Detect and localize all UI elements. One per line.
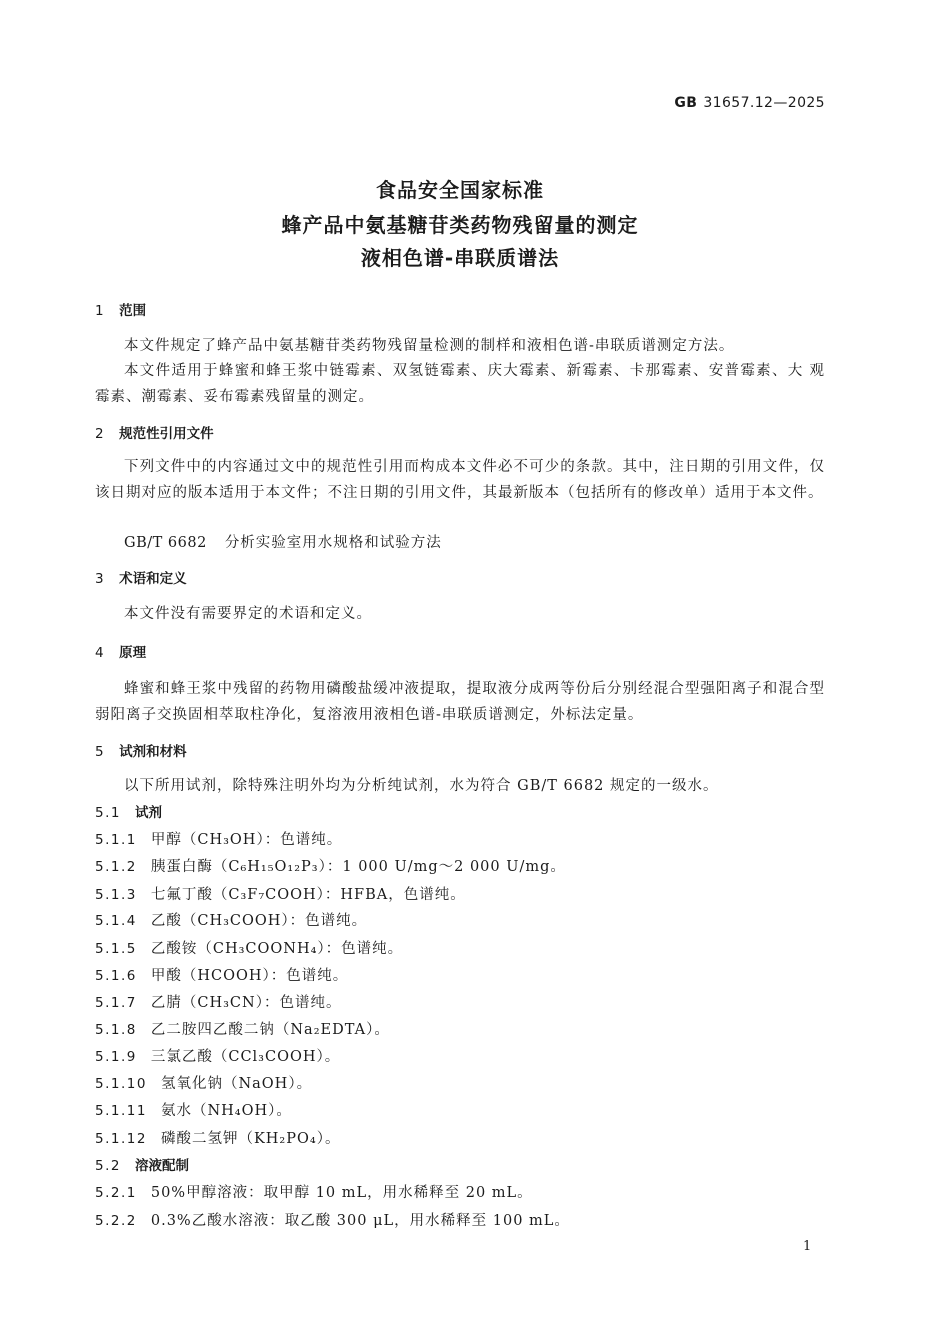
item-text: 氢氧化钠（NaOH）。 [160,1076,313,1092]
standard-code-header [674,90,825,116]
section-3-paragraph-1: 本文件没有需要界定的术语和定义。 [124,606,372,622]
list-item [95,1180,825,1206]
item-number: 5.1.2 [95,859,137,875]
item-text: 乙二胺四乙酸二钠（Na₂EDTA）。 [150,1022,390,1038]
subsection-title: 试剂 [134,805,162,821]
section-4-heading [95,640,825,666]
page-number: 1 [803,1239,812,1254]
item-number: 5.1.9 [95,1049,137,1065]
section-number: 4 [95,645,106,661]
item-text: 胰蛋白酶（C₆H₁₅O₁₂P₃）：1 000 U/mg～2 000 U/mg。 [150,859,566,875]
section-title: 原理 [119,645,147,661]
subsection-5-2-heading [95,1153,825,1179]
item-number: 5.1.10 [95,1076,147,1092]
item-text: 氨水（NH₄OH）。 [160,1103,292,1119]
list-item [95,854,825,880]
reference-code: GB/T 6682 [124,535,207,551]
normative-reference [95,530,854,556]
item-text: 乙腈（CH₃CN）：色谱纯。 [150,995,342,1011]
list-item [95,908,825,934]
subsection-number: 5.2 [95,1158,121,1174]
reference-title: 分析实验室用水规格和试验方法 [224,535,442,551]
section-number: 1 [95,303,106,319]
standard-prefix: GB [674,95,698,111]
title-line-1: 食品安全国家标准 [376,178,544,202]
list-item [95,936,825,962]
list-item [95,882,825,908]
item-number: 5.1.7 [95,995,137,1011]
standard-number: 31657.12—2025 [703,95,825,111]
item-text: 乙酸（CH₃COOH）：色谱纯。 [150,913,368,929]
item-text: 0.3%乙酸水溶液：取乙酸 300 μL，用水稀释至 100 mL。 [150,1213,570,1229]
item-number: 5.1.3 [95,887,137,903]
item-text: 磷酸二氢钾（KH₂PO₄）。 [160,1131,341,1147]
list-item [95,990,825,1016]
section-1-paragraph-1: 本文件规定了蜂产品中氨基糖苷类药物残留量检测的制样和液相色谱-串联质谱测定方法。 [124,338,735,354]
section-3-heading [95,566,825,592]
list-item [95,1017,825,1043]
item-number: 5.2.1 [95,1185,137,1201]
item-text: 七氟丁酸（C₃F₇COOH）：HFBA，色谱纯。 [150,887,466,903]
title-line-3: 液相色谱-串联质谱法 [360,246,560,270]
subsection-title: 溶液配制 [134,1158,189,1174]
list-item [95,827,825,853]
item-number: 5.1.5 [95,941,137,957]
item-number: 5.1.1 [95,832,137,848]
item-text: 50%甲醇溶液：取甲醇 10 mL，用水稀释至 20 mL。 [150,1185,533,1201]
section-title: 规范性引用文件 [119,426,214,442]
item-text: 甲醇（CH₃OH）：色谱纯。 [150,832,343,848]
item-number: 5.1.6 [95,968,137,984]
section-5-paragraph-1: 以下所用试剂，除特殊注明外均为分析纯试剂，水为符合 GB/T 6682 规定的一级水。 [124,778,719,794]
list-item [95,1071,825,1097]
section-2-heading [95,421,825,447]
section-number: 3 [95,571,106,587]
section-2-paragraph-1: 下列文件中的内容通过文中的规范性引用而构成本文件必不可少的条款。其中，注日期的引用文件，仅该日期对应的版本适用于本文件；不注日期的引用文件，其最新版本（包括所有的修改单）适用于本文件。 [95,459,825,501]
item-number: 5.1.12 [95,1131,147,1147]
section-title: 术语和定义 [119,571,187,587]
list-item [95,963,825,989]
section-title: 试剂和材料 [119,744,187,760]
section-number: 2 [95,426,106,442]
section-title: 范围 [119,303,147,319]
item-text: 三氯乙酸（CCl₃COOH）。 [150,1049,341,1065]
subsection-number: 5.1 [95,805,121,821]
item-text: 乙酸铵（CH₃COONH₄）：色谱纯。 [150,941,404,957]
section-4-paragraph-1: 蜂蜜和蜂王浆中残留的药物用磷酸盐缓冲液提取，提取液分成两等份后分别经混合型强阳离子和混合型弱阳离子交换固相萃取柱净化，复溶液用液相色谱-串联质谱测定，外标法定量。 [95,681,825,723]
section-5-heading [95,739,825,765]
list-item [95,1208,825,1234]
section-number: 5 [95,744,106,760]
item-number: 5.1.4 [95,913,137,929]
item-number: 5.1.8 [95,1022,137,1038]
item-text: 甲酸（HCOOH）：色谱纯。 [150,968,349,984]
item-number: 5.2.2 [95,1213,137,1229]
section-1-heading [95,298,825,324]
item-number: 5.1.11 [95,1103,147,1119]
section-1-paragraph-2: 本文件适用于蜂蜜和蜂王浆中链霉素、双氢链霉素、庆大霉素、新霉素、卡那霉素、安普霉素、大 观霉素、潮霉素、妥布霉素残留量的测定。 [95,363,825,405]
title-line-2: 蜂产品中氨基糖苷类药物残留量的测定 [281,213,639,237]
list-item [95,1098,825,1124]
list-item [95,1126,825,1152]
list-item [95,1044,825,1070]
subsection-5-1-heading [95,800,825,826]
